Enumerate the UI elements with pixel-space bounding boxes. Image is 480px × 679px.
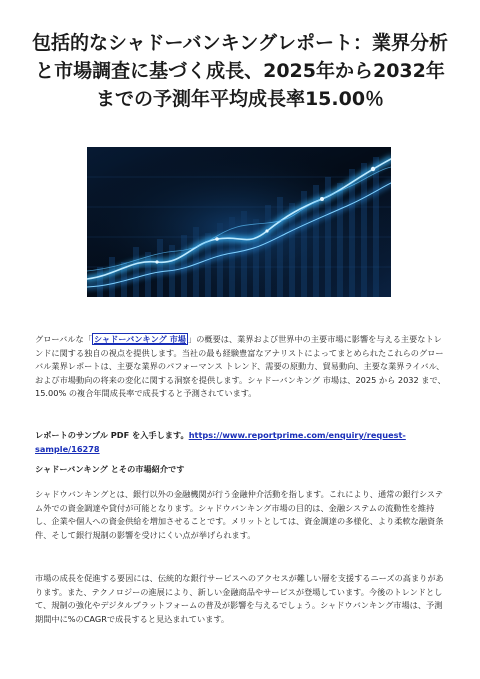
intro-paragraph [35,333,447,401]
section-heading: シャドーバンキング とその市場紹介です [35,464,185,474]
hero-image [87,147,391,297]
intro-text-start: グローバルな「 [35,334,92,344]
intro-text-rest: 」の概要は、業界および世界中の主要市場に影響を与える主要なトレンドに関する独自の視点を提供します。当社の最も経験豊富なアナリストによってまとめられたこれらのグローバル業界レポートは、主要な業界のパフォーマンス トレンド、需要の原動力、貿易動向、主要な業界ライバル、および市場動向の将来の変化に関する洞察を提供します。シャドーバンキング 市場は、2025 から 2032 まで、15.00% の複合年間成長率で成長すると予測されています。 [35,334,446,399]
sample-request-link[interactable]: https://www.reportprime.com/enquiry/request-sample/16278 [35,430,406,454]
market-intro-paragraph: シャドウバンキングとは、銀行以外の金融機関が行う金融仲介活動を指します。これにより、通常の銀行システム外での資金調達や貸付が可能となります。シャドウバンキング市場の目的は、金融システムの流動性を維持し、企業や個人への資金供給を増加させることです。メリットとしては、資金調達の多様化、より柔軟な融資条件、そして銀行規制の影響を受けにくい点が挙げられます。 [35,489,444,540]
sample-request-label: レポートのサンプル PDF を入手します。 [35,430,189,440]
growth-drivers-paragraph: 市場の成長を促進する要因には、伝統的な銀行サービスへのアクセスが難しい層を支援するニーズの高まりがあります。また、テクノロジーの進展により、新しい金融商品やサービスが登場しています。今後のトレンドとして、規制の強化やデジタルプラットフォームの普及が影響を与えるでしょう。シャドウバンキング市場は、予測期間中に%のCAGRで成長すると見込まれています。 [35,573,444,624]
page-title: 包括的なシャドーバンキングレポート：業界分析と市場調査に基づく成長、2025年から2032年までの予測年平均成長率15.00％ [31,32,449,110]
sample-request-line [35,429,447,456]
growth-line-illustration [87,147,391,297]
market-link[interactable]: シャドーバンキング 市場 [93,334,186,344]
